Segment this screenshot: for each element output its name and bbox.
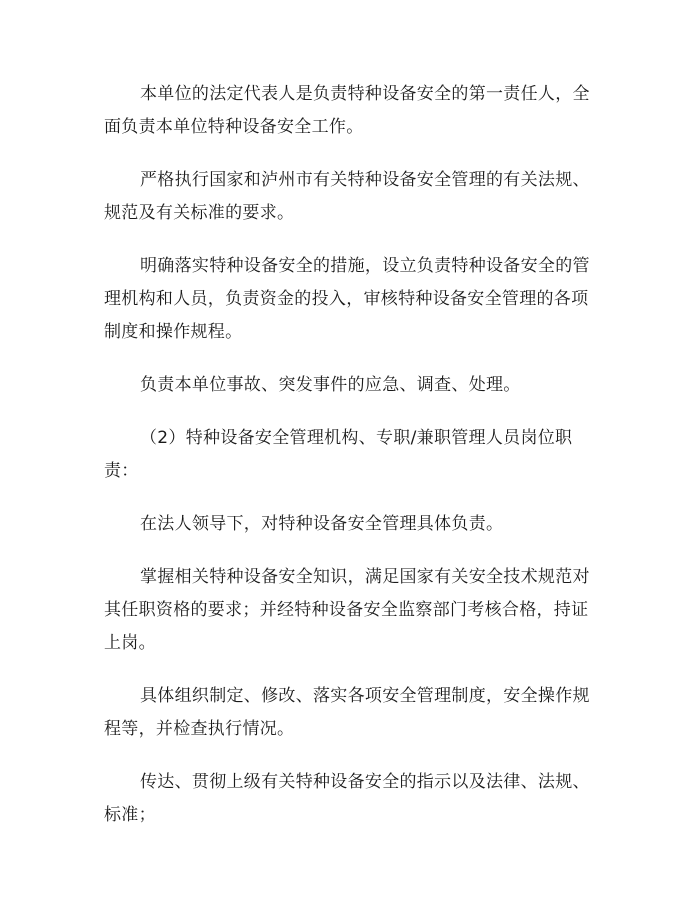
paragraph-management-system: 具体组织制定、修改、落实各项安全管理制度，安全操作规程等，并检查执行情况。: [104, 686, 590, 739]
document-body: [104, 78, 604, 852]
paragraph-safety-measures: 明确落实特种设备安全的措施，设立负责特种设备安全的管理机构和人员，负责资金的投入，审核特种设备安全管理的各项制度和操作规程。: [104, 256, 590, 342]
paragraph-legal-representative: 本单位的法定代表人是负责特种设备安全的第一责任人，全面负责本单位特种设备安全工作。: [104, 84, 590, 137]
paragraph-qualification: 掌握相关特种设备安全知识，满足国家有关安全技术规范对其任职资格的要求；并经特种设备安全监察部门考核合格，持证上岗。: [104, 567, 590, 653]
paragraph-leadership: 在法人领导下，对特种设备安全管理具体负责。: [140, 514, 504, 534]
paragraph-regulations: 严格执行国家和泸州市有关特种设备安全管理的有关法规、规范及有关标准的要求。: [104, 170, 590, 223]
paragraph-accident-response: 负责本单位事故、突发事件的应急、调查、处理。: [140, 375, 521, 395]
paragraph-instructions: 传达、贯彻上级有关特种设备安全的指示以及法律、法规、标准；: [104, 772, 590, 825]
paragraph-section-heading: （2）特种设备安全管理机构、专职/兼职管理人员岗位职责：: [104, 428, 573, 481]
